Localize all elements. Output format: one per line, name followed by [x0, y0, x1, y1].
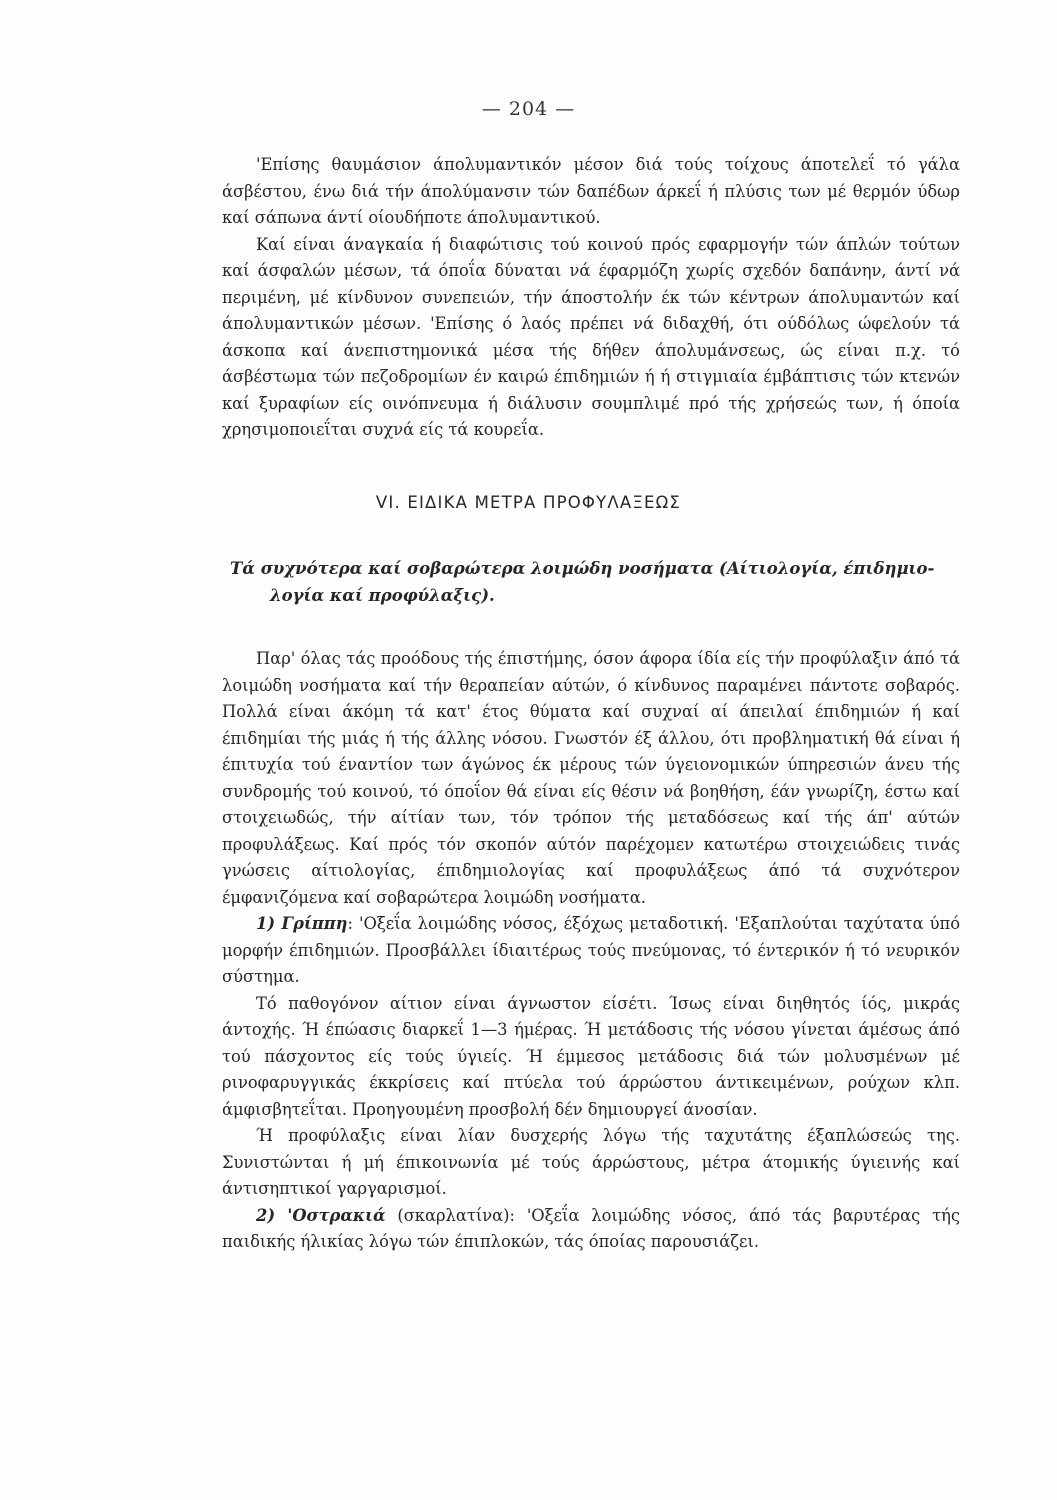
- sub-heading: [230, 555, 970, 609]
- sub-heading-line-1: Τά συχνότερα καί σοβαρώτερα λοιμώδη νοσήματα (Αίτιολογία, έπιδημιο-: [230, 559, 935, 578]
- paragraph-lime-disinfectant: 'Επίσης θαυμάσιον άπολυμαντικόν μέσον διά τούς τοίχους άποτελεΐ τό γάλα άσβέστου, ένω διά τήν άπολύμανσιν τών δαπέδων άρκεΐ ή πλύσις των μέ θερμόν ύδωρ καί σάπωνα άντί οίουδήποτε άπολυμαντικού.: [222, 155, 960, 227]
- page-number: — 204 —: [481, 98, 576, 120]
- influenza-description: : 'Οξεΐα λοιμώδης νόσος, έξόχως μεταδοτική. 'Εξαπλούται ταχύτατα ύπό μορφήν έπιδημιών. Προσβάλλει ίδιαιτέρως τούς πνεύμονας, τό έντερικόν ή τό νευρικόν σύστημα.: [222, 914, 960, 986]
- paragraph-influenza: [222, 911, 960, 991]
- paragraph-influenza-prevention: Ή προφύλαξις είναι λίαν δυσχερής λόγω τής ταχυτάτης έξαπλώσεώς της. Συνιστώνται ή μή έπικοινωνία μέ τούς άρρώστους, μέτρα άτομικής ύγιεινής καί άντισηπτικοί γαργαρισμοί.: [222, 1126, 960, 1198]
- term-influenza: 1) Γρίππη: [256, 914, 348, 933]
- text-block-diseases: [222, 646, 960, 1256]
- paragraph-scarlet-fever: [222, 1203, 960, 1256]
- section-heading: VI. ΕΙΔΙΚΑ ΜΕΤΡΑ ΠΡΟΦΥΛΑΞΕΩΣ: [375, 493, 682, 512]
- scarlet-fever-description: (σκαρλατίνα): 'Οξεΐα λοιμώδης νόσος, άπό τάς βαρυτέρας τής παιδικής ήλικίας λόγω τών έπιπλοκών, τάς όποίας παρουσιάζει.: [222, 1205, 960, 1251]
- paragraph-influenza-cause: Τό παθογόνον αίτιον είναι άγνωστον είσέτι. Ίσως είναι διηθητός ίός, μικράς άντοχής. Ή έπώασις διαρκεΐ 1—3 ήμέρας. Ή μετάδοσις τής νόσου γίνεται άμέσως άπό τού πάσχοντος είς τούς ύγιείς. Ή έμμεσος μετάδοσις διά τών μολυσμένων μέ ρινοφαρυγγικάς έκκρίσεις καί πτύελα τού άρρώστου άντικειμένων, ρούχων κλπ. άμφισβητεΐται. Προηγουμένη προσβολή δέν δημιουργεί άνοσίαν.: [222, 993, 960, 1119]
- term-scarlet-fever: 2) 'Οστρακιά: [256, 1205, 386, 1225]
- paragraph-public-education: Καί είναι άναγκαία ή διαφώτισις τού κοινού πρός εφαρμογήν τών άπλών τούτων καί άσφαλών μέσων, τά όποΐα δύναται νά έφαρμόζη χωρίς σχεδόν δαπάνην, άντί νά περιμένη, μέ κίνδυνον συνεπειών, τήν άποστολήν έκ τών κέντρων άπολυμαντών καί άπολυμαντικών μέσων. 'Επίσης ό λαός πρέπει νά διδαχθή, ότι ούδόλως ώφελούν τά άσκοπα καί άνεπιστημονικά μέσα τής δήθεν άπολυμάνσεως, ώς είναι π.χ. τό άσβέστωμα τών πεζοδρομίων έν καιρώ έπιδημιών ή ή στιγμιαία έμβάπτισις τών κτενών καί ξυραφίων είς οινόπνευμα ή διάλυσιν σουμπλιμέ πρό τής χρήσεώς των, ή όποία χρησιμοποιεΐται συχνά είς τά κουρεΐα.: [222, 234, 960, 439]
- paragraph-intro: Παρ' όλας τάς προόδους τής έπιστήμης, όσον άφορα ίδία είς τήν προφύλαξιν άπό τά λοιμώδη νοσήματα καί τήν θεραπείαν αύτών, ό κίνδυνος παραμένει πάντοτε σοβαρός. Πολλά είναι άκόμη τά κατ' έτος θύματα καί συχναί αί άπειλαί έπιδημιών ή καί έπιδημίαι τής μιάς ή τής άλλης νόσου. Γνωστόν έξ άλλου, ότι προβληματική θά είναι ή έπιτυχία τού έναντίον των άγώνος έκ μέρους τών ύγειονομικών ύπηρεσιών άνευ τής συνδρομής τού κοινού, τό όποΐον θά είναι είς θέσιν νά βοηθήση, έάν γνωρίζη, έστω καί στοιχειωδώς, τήν αίτίαν των, τόν τρόπον τής μεταδόσεως καί τής άπ' αύτών προφυλάξεως. Καί πρός τόν σκοπόν αύτόν παρέχομεν κατωτέρω στοιχειώδεις τινάς γνώσεις αίτιολογίας, έπιδημιολογίας καί προφυλάξεως άπό τά συχνότερον έμφανιζόμενα καί σοβαρώτερα λοιμώδη νοσήματα.: [222, 649, 960, 907]
- sub-heading-line-2: λογία καί προφύλαξις).: [270, 586, 495, 605]
- text-block-disinfection: [222, 152, 960, 444]
